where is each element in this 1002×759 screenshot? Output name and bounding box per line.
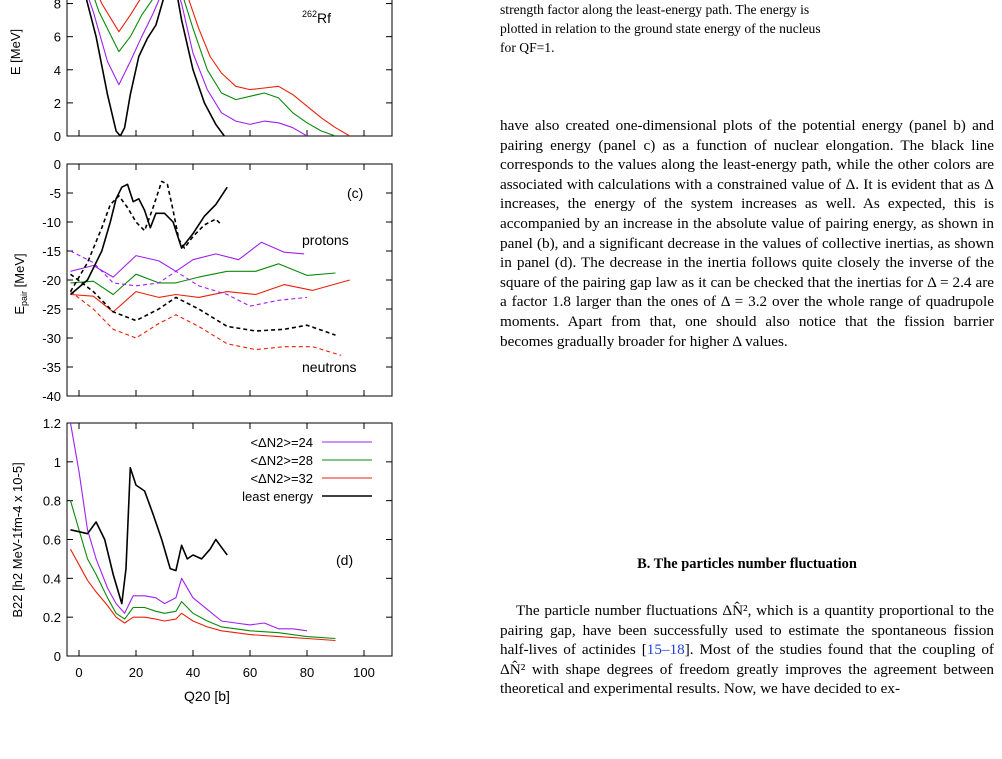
y-tick-label: 0 <box>53 649 61 664</box>
y-tick-label: 0 <box>53 129 61 144</box>
inertia-axis-ticks <box>43 416 392 664</box>
panel-energy <box>8 0 392 144</box>
x-tick-label: 60 <box>242 665 258 680</box>
y-tick-label: 2 <box>53 95 61 111</box>
y-tick-label: 0.4 <box>42 571 61 587</box>
y-tick-label: 4 <box>53 62 61 78</box>
y-tick-label: -35 <box>42 360 61 375</box>
paragraph-2-part-2: ]. Most of the studies found that the coupling of ΔN̂² with shape degrees of freedom greatly improves the agreement between theoretical and experimental results. Now, we have decided to ex- <box>500 641 994 698</box>
panel-inertia <box>10 416 392 664</box>
y-tick-label: -20 <box>42 273 61 288</box>
energy-curves <box>79 0 350 136</box>
x-tick-label: 80 <box>299 665 315 680</box>
y-tick-label: -5 <box>49 186 61 201</box>
body-paragraph-1: have also created one-dimensional plots of the potential energy (panel b) and pairing energy (panel c) as a function of nuclear elongation. The black line corresponds to the values along the least-energy path, while the other colors are associated with calculations with a constrained value of Δ. It is evident that as Δ increases, the energy of the system increases as well. As expected, this is accompanied by an increase in the absolute value of pairing energy, as shown in panel (b), and a significant decrease in the values of collective inertias, as shown in panel (d). The decrease in the inertia follows quite closely the inverse of the square of the pairing gap law as it can be checked that the inertias for Δ = 2.4 are a factor 1.8 larger than the ones of Δ = 3.2 over the whole range of quadrupole moments. Apart from that, one should also notice that the fission barrier becomes gradually broader for higher Δ values. <box>500 117 994 350</box>
y-tick-label: -25 <box>42 302 61 317</box>
panel-label-c: (c) <box>347 185 364 201</box>
series-line <box>79 0 224 136</box>
y-tick-label: 6 <box>53 29 61 45</box>
caption-line-2: plotted in relation to the ground state energy of the nucleus <box>500 21 821 36</box>
legend-label: <ΔN2>=28 <box>250 453 313 468</box>
neutrons-label: neutrons <box>302 359 357 375</box>
figure-caption <box>500 0 994 57</box>
series-line <box>71 280 350 312</box>
body-paragraph-2 <box>500 601 994 699</box>
x-tick-label: 20 <box>128 665 144 680</box>
series-line <box>71 251 308 306</box>
panel-frame <box>67 423 392 656</box>
protons-label: protons <box>302 232 349 248</box>
y-tick-label: 1 <box>53 454 61 470</box>
pairing-y-label <box>12 253 29 314</box>
energy-y-label: E [MeV] <box>8 28 23 76</box>
citation-link[interactable]: 15–18 <box>646 641 685 659</box>
panel-label-d: (d) <box>336 552 354 568</box>
panel-frame <box>67 0 392 136</box>
caption-line-1: strength factor along the least-energy path. The energy is <box>500 2 810 17</box>
pairing-y-label-main: E <box>12 305 27 315</box>
nucleus-symbol: Rf <box>317 10 332 26</box>
caption-line-3: for QF=1. <box>500 40 555 55</box>
series-line <box>71 468 228 604</box>
pairing-curves <box>71 181 350 355</box>
paragraph-2-part-1: The particle number fluctuations ΔN̂², which is a quantity proportional to the pairing gap, have been successfully used to estimate the spontaneous fission half-lives of actinides [ <box>500 602 994 659</box>
series-line <box>71 181 222 291</box>
y-tick-label: 0.6 <box>42 532 61 548</box>
nucleus-mass: 262 <box>302 9 318 19</box>
pairing-y-label-unit: [MeV] <box>12 253 27 291</box>
x-axis-ticks <box>75 665 374 680</box>
section-heading: B. The particles number fluctuation <box>637 556 857 572</box>
series-line <box>71 184 228 294</box>
figure <box>0 0 500 759</box>
series-line <box>71 501 336 639</box>
pairing-y-label-sub: pair <box>19 290 29 306</box>
x-tick-label: 100 <box>353 665 375 680</box>
y-tick-label: 8 <box>53 0 61 12</box>
y-tick-label: -30 <box>42 331 61 346</box>
inertia-y-label: B22 [h2 MeV-1fm-4 x 10-5] <box>10 462 25 618</box>
legend-label: <ΔN2>=24 <box>250 435 313 450</box>
y-tick-label: -15 <box>42 244 61 259</box>
panel-pairing <box>12 157 392 404</box>
y-tick-label: 0.8 <box>42 493 61 509</box>
legend-label: least energy <box>242 489 313 504</box>
series-line <box>71 242 305 277</box>
legend-label: <ΔN2>=32 <box>250 471 313 486</box>
y-tick-label: 0.2 <box>42 610 61 626</box>
x-tick-label: 0 <box>75 665 83 680</box>
y-tick-label: -40 <box>42 389 61 404</box>
series-line <box>85 0 336 136</box>
legend <box>242 435 372 504</box>
x-tick-label: 40 <box>185 665 201 680</box>
y-tick-label: 1.2 <box>42 416 61 431</box>
series-line <box>71 292 342 356</box>
x-axis-label: Q20 [b] <box>184 688 230 704</box>
nucleus-label <box>302 9 331 26</box>
y-tick-label: 0 <box>53 157 61 172</box>
y-tick-label: -10 <box>42 215 61 230</box>
